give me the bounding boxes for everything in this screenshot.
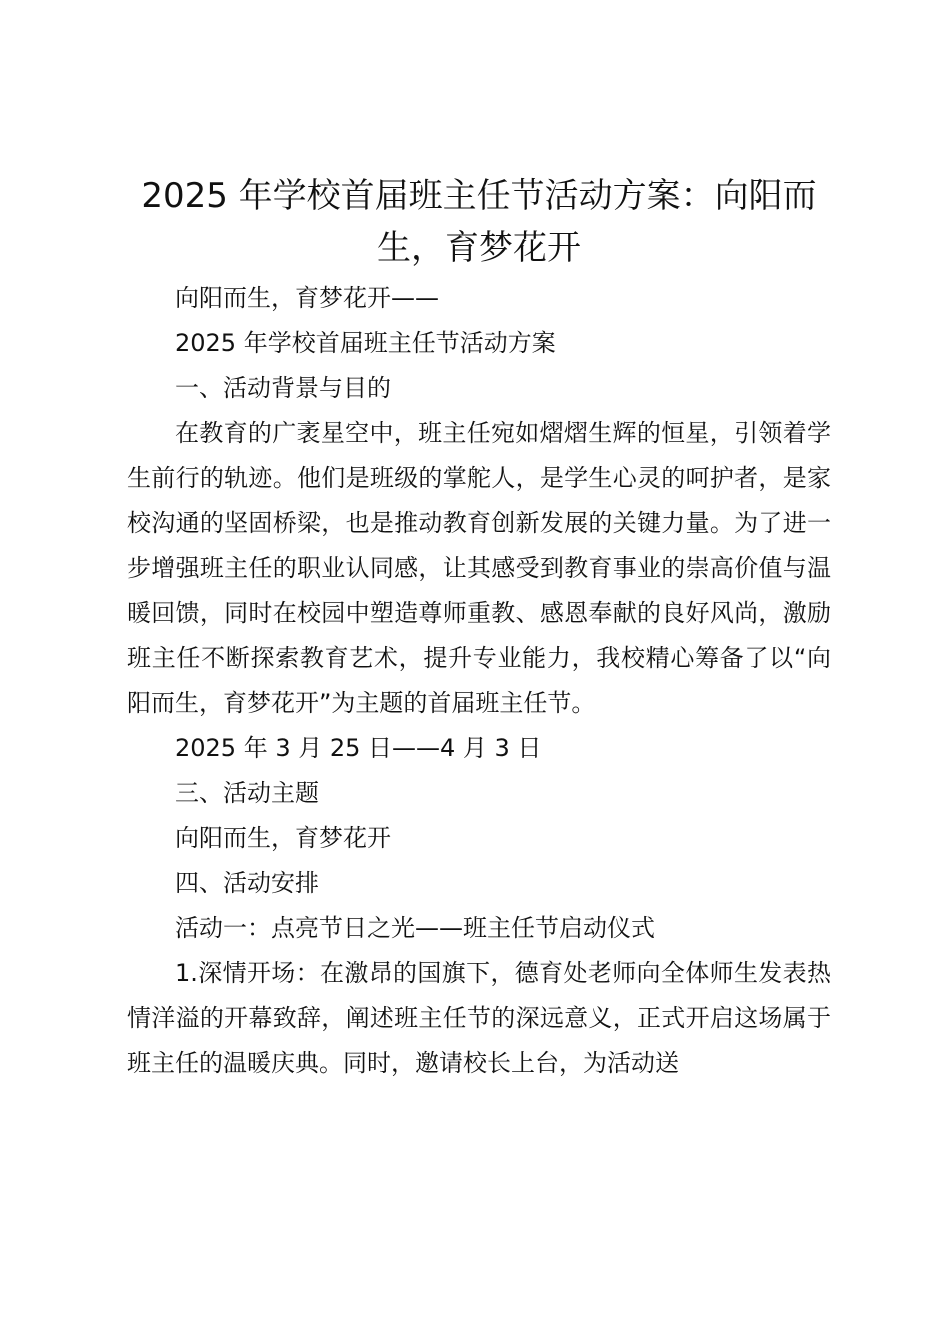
section-heading-theme: 三、活动主题	[175, 779, 319, 807]
activity-heading-one: 活动一：点亮节日之光——班主任节启动仪式	[175, 914, 655, 942]
paragraph-date-range: 2025 年 3 月 25 日——4 月 3 日	[175, 734, 542, 762]
subtitle-line: 向阳而生，育梦花开——	[175, 284, 439, 312]
paragraph-opening: 1.深情开场：在激昂的国旗下，德育处老师向全体师生发表热情洋溢的开幕致辞，阐述班主任节的深远意义，正式开启这场属于班主任的温暖庆典。同时，邀请校长上台，为活动送	[127, 959, 831, 1077]
document-body	[127, 170, 831, 1086]
section-heading-background: 一、活动背景与目的	[175, 374, 391, 402]
document-title: 2025 年学校首届班主任节活动方案：向阳而生，育梦花开	[141, 176, 817, 268]
subtitle-plan-name: 2025 年学校首届班主任节活动方案	[175, 329, 556, 357]
paragraph-background: 在教育的广袤星空中，班主任宛如熠熠生辉的恒星，引领着学生前行的轨迹。他们是班级的掌舵人，是学生心灵的呵护者，是家校沟通的坚固桥梁，也是推动教育创新发展的关键力量。为了进一步增强班主任的职业认同感，让其感受到教育事业的崇高价值与温暖回馈，同时在校园中塑造尊师重教、感恩奉献的良好风尚，激励班主任不断探索教育艺术，提升专业能力，我校精心筹备了以“向阳而生，育梦花开”为主题的首届班主任节。	[127, 419, 831, 717]
paragraph-theme: 向阳而生，育梦花开	[175, 824, 391, 852]
section-heading-schedule: 四、活动安排	[175, 869, 319, 897]
